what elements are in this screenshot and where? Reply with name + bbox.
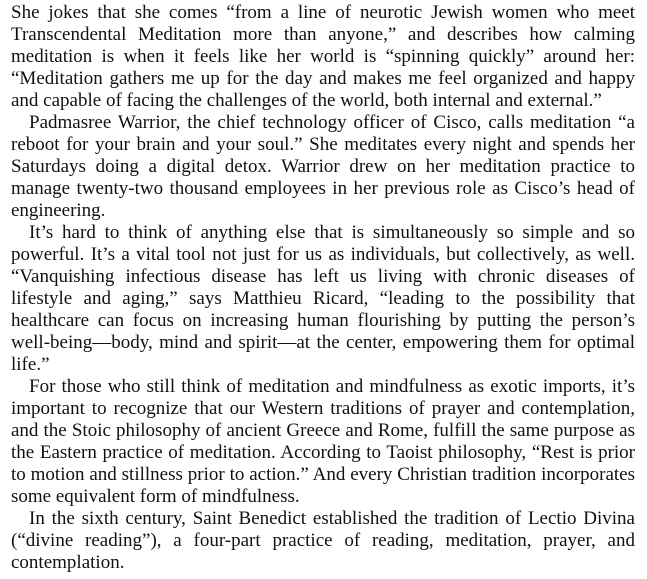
paragraph-padmasree-warrior: Padmasree Warrior, the chief technology officer of Cisco, calls meditation “a reboot for your brain and your soul.” She meditates every night and spends her Saturdays doing a digital detox. Warrior drew on her meditation practice to manage twenty-two thousand employees in her previous role as Cisco’s head of engineering. <box>11 112 635 221</box>
paragraph-transcendental-meditation: She jokes that she comes “from a line of neurotic Jewish women who meet Transcendental Meditation more than anyone,” and describes how calming meditation is when it feels like her world is “spinning quickly” around her: “Meditation gathers me up for the day and makes me feel organized and happy and capable of facing the challenges of the world, both internal and external.” <box>11 2 635 111</box>
paragraph-simple-and-powerful: It’s hard to think of anything else that is simultaneously so simple and so powerful. It’s a vital tool not just for us as individuals, but collectively, as well. “Vanquishing infectious disease has left us living with chronic diseases of lifestyle and aging,” says Matthieu Ricard, “leading to the possibility that healthcare can focus on increasing human flourishing by putting the person’s well-being—body, mind and spirit—at the center, empowering them for optimal life.” <box>11 222 635 375</box>
paragraph-saint-benedict: In the sixth century, Saint Benedict established the tradition of Lectio Divina (“divine reading”), a four-part practice of reading, meditation, prayer, and contemplation. <box>11 508 635 573</box>
paragraph-western-traditions: For those who still think of meditation and mindfulness as exotic imports, it’s important to recognize that our Western traditions of prayer and contemplation, and the Stoic philosophy of ancient Greece and Rome, fulfill the same purpose as the Eastern practice of meditation. According to Taoist philosophy, “Rest is prior to motion and stillness prior to action.” And every Christian tradition incorporates some equivalent form of mindfulness. <box>11 376 635 507</box>
